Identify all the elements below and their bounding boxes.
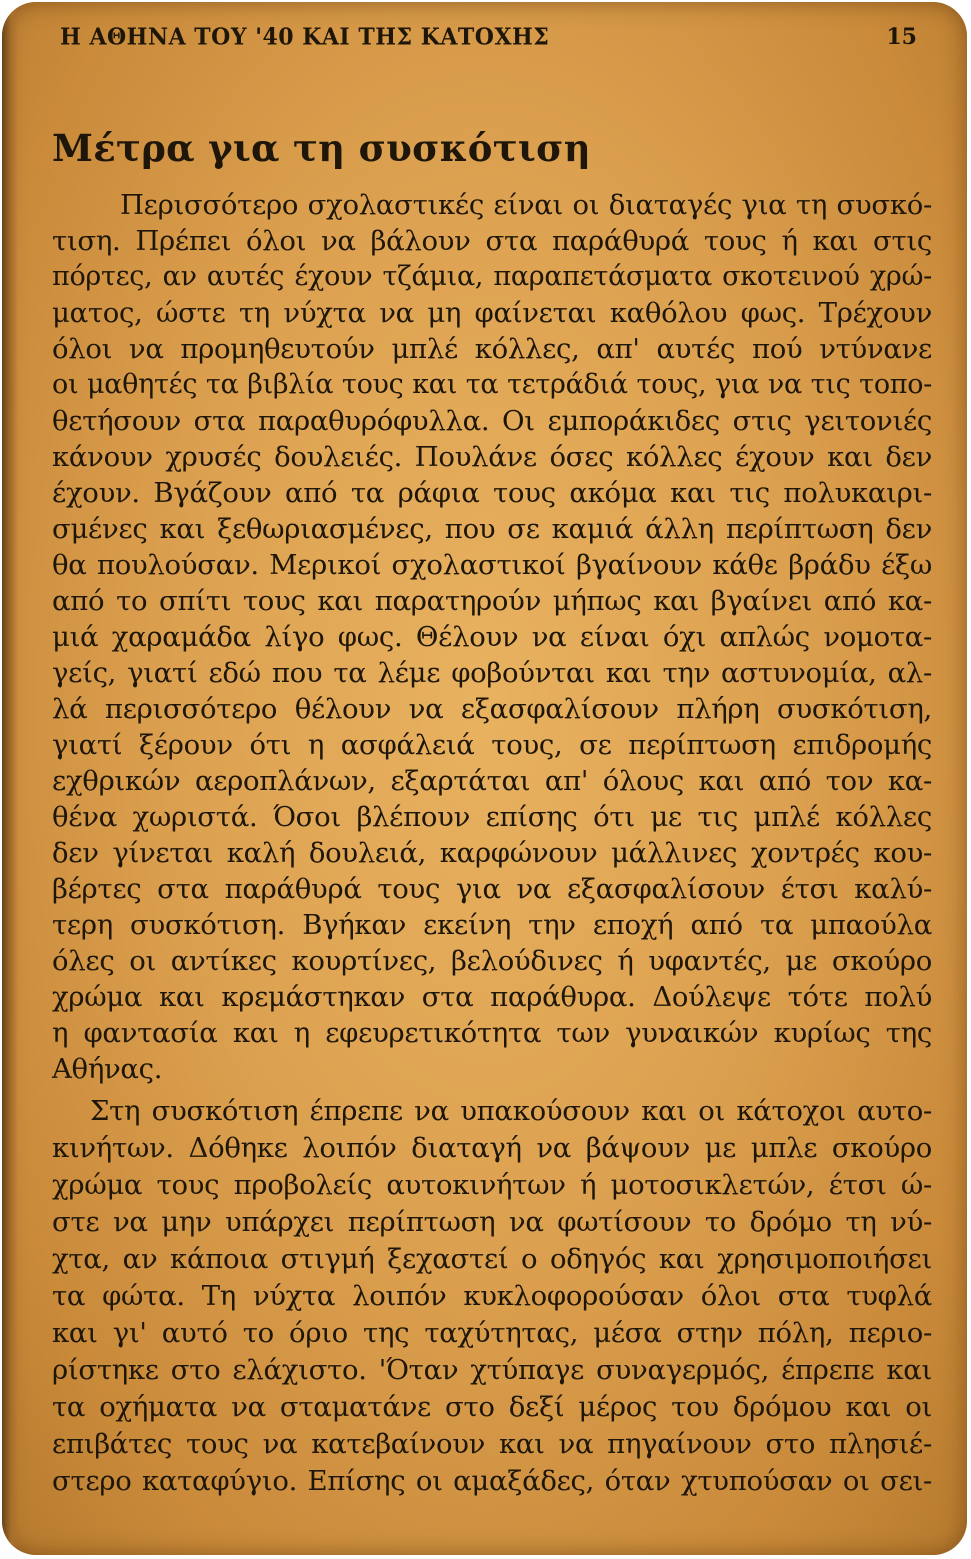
paragraph-2-line: τα φώτα. Τη νύχτα λοιπόν κυκλοφορούσαν όλοι στα τυφλά: [52, 1280, 932, 1312]
paragraph-1-line: τιση. Πρέπει όλοι να βάλουν στα παράθυρά τους ή και στις: [52, 225, 932, 257]
paragraph-1-line: βέρτες στα παράθυρά τους για να εξασφαλίσουν έτσι καλύ-: [52, 873, 932, 905]
paragraph-1-line: όλες οι αντίκες κουρτίνες, βελούδινες ή υφαντές, με σκούρο: [52, 945, 932, 977]
paragraph-1-line: ματος, ώστε τη νύχτα να μη φαίνεται καθόλου φως. Τρέχουν: [52, 297, 932, 329]
paragraph-2-line: επιβάτες τους να κατεβαίνουν και να πηγαίνουν στο πλησιέ-: [52, 1428, 932, 1460]
paragraph-2-line: κινήτων. Δόθηκε λοιπόν διαταγή να βάψουν με μπλε σκούρο: [52, 1132, 932, 1164]
paragraph-1-line: Περισσότερο σχολαστικές είναι οι διαταγές για τη συσκό-: [120, 189, 932, 221]
running-head: Η ΑΘΗΝΑ ΤΟΥ '40 ΚΑΙ ΤΗΣ ΚΑΤΟΧΗΣ: [60, 23, 550, 51]
paragraph-1-line: πόρτες, αν αυτές έχουν τζάμια, παραπετάσματα σκοτεινού χρώ-: [52, 261, 932, 292]
paragraph-1-line: όλοι να προμηθευτούν μπλέ κόλλες, απ' αυτές πού ντύνανε: [52, 333, 932, 365]
book-page: [2, 2, 967, 1555]
paragraph-2-line: ρίστηκε στο ελάχιστο. 'Όταν χτύπαγε συναγερμός, έπρεπε και: [52, 1354, 932, 1386]
paragraph-1-line: θένα χωριστά. Όσοι βλέπουν επίσης ότι με τις μπλέ κόλλες: [52, 801, 932, 833]
paragraph-1-line: γείς, γιατί εδώ που τα λέμε φοβούνται και την αστυνομία, αλ-: [52, 657, 932, 689]
paragraph-1-line: θα πουλούσαν. Μερικοί σχολαστικοί βγαίνουν κάθε βράδυ έξω: [52, 549, 932, 581]
paragraph-1-line: από το σπίτι τους και παρατηρούν μήπως και βγαίνει από κα-: [52, 585, 932, 617]
book-spine-shadow: [2, 2, 18, 1555]
paragraph-1-line: κάνουν χρυσές δουλειές. Πουλάνε όσες κόλλες έχουν και δεν: [52, 441, 932, 473]
paragraph-1-line: σμένες και ξεθωριασμένες, που σε καμιά άλλη περίπτωση δεν: [52, 513, 932, 545]
paragraph-1-line: δεν γίνεται καλή δουλειά, καρφώνουν μάλλινες χοντρές κου-: [52, 837, 932, 869]
paragraph-2-line: στε να μην υπάρχει περίπτωση να φωτίσουν το δρόμο τη νύ-: [52, 1206, 932, 1238]
paragraph-1-line: οι μαθητές τα βιβλία τους και τα τετράδιά τους, για να τις τοπο-: [52, 369, 932, 400]
paragraph-2-line: τα οχήματα να σταματάνε στο δεξί μέρος του δρόμου και οι: [52, 1391, 932, 1423]
paragraph-1-line: έχουν. Βγάζουν από τα ράφια τους ακόμα και τις πολυκαιρι-: [52, 477, 932, 509]
paragraph-1-line: Αθήνας.: [52, 1053, 163, 1085]
paragraph-2-line: Στη συσκότιση έπρεπε να υπακούσουν και οι κάτοχοι αυτο-: [90, 1095, 932, 1127]
page-number: 15: [886, 24, 917, 50]
paragraph-1-line: γιατί ξέρουν ότι η ασφάλειά τους, σε περίπτωση επιδρομής: [52, 729, 932, 761]
paragraph-1-line: μιά χαραμάδα λίγο φως. Θέλουν να είναι όχι απλώς νομοτα-: [52, 621, 932, 653]
paragraph-1-line: τερη συσκότιση. Βγήκαν εκείνη την εποχή από τα μπαούλα: [52, 909, 932, 941]
paragraph-2-line: στερο καταφύγιο. Επίσης οι αμαξάδες, όταν χτυπούσαν οι σει-: [52, 1465, 932, 1497]
section-title: Μέτρα για τη συσκότιση: [52, 126, 591, 170]
paragraph-1-line: η φαντασία και η εφευρετικότητα των γυναικών κυρίως της: [52, 1017, 932, 1049]
paragraph-1-line: χρώμα και κρεμάστηκαν στα παράθυρα. Δούλεψε τότε πολύ: [52, 981, 932, 1013]
paragraph-1-line: εχθρικών αεροπλάνων, εξαρτάται απ' όλους και από τον κα-: [52, 765, 932, 797]
paragraph-1-line: θετήσουν στα παραθυρόφυλλα. Οι εμποράκιδες στις γειτονιές: [52, 405, 932, 437]
paragraph-1-line: λά περισσότερο θέλουν να εξασφαλίσουν πλήρη συσκότιση,: [52, 693, 932, 725]
paragraph-2-line: και γι' αυτό το όριο της ταχύτητας, μέσα στην πόλη, περιο-: [52, 1317, 932, 1349]
paragraph-2-line: χτα, αν κάποια στιγμή ξεχαστεί ο οδηγός και χρησιμοποιήσει: [52, 1243, 932, 1275]
paragraph-2-line: χρώμα τους προβολείς αυτοκινήτων ή μοτοσικλετών, έτσι ώ-: [52, 1169, 932, 1201]
